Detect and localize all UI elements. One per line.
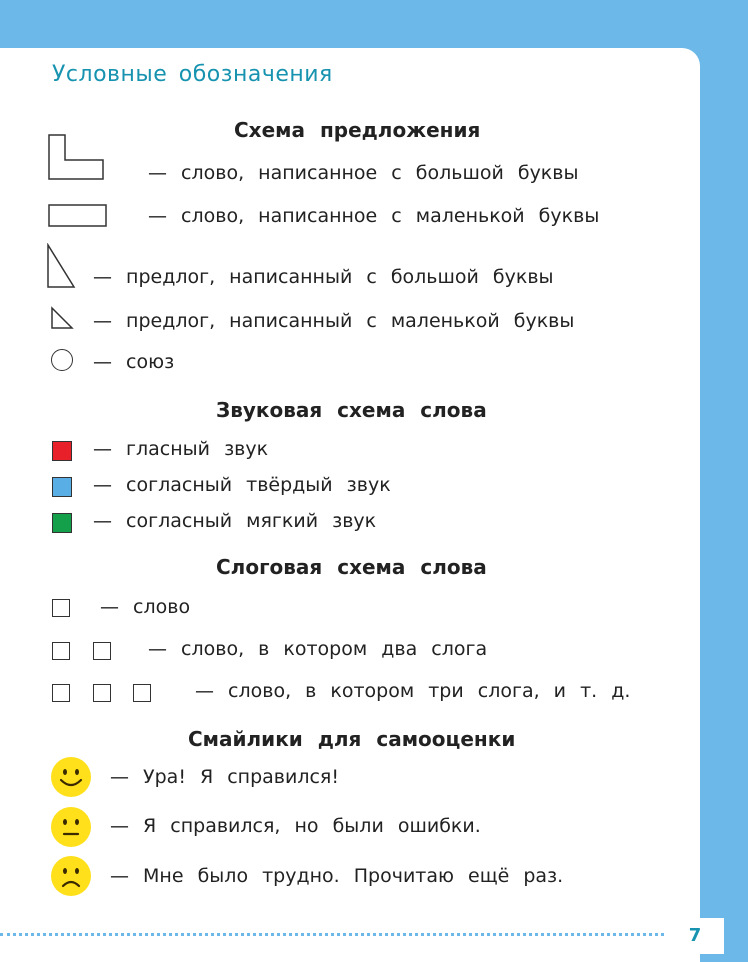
legend-one-syllable: — слово [100,596,191,618]
syllable-square-icon [133,684,151,702]
page-title: Условные обозначения [52,62,333,87]
sentence-scheme-heading: Схема предложения [234,118,481,142]
syllable-square-icon [93,684,111,702]
legend-two-syllables: — слово, в котором два слога [148,638,488,660]
vowel-square-icon [52,441,72,461]
footer-dotted-line [0,933,664,936]
syllable-square-icon [93,642,111,660]
sad-smiley-icon [50,855,92,897]
legend-happy: — Ура! Я справился! [110,766,339,788]
syllable-square-icon [52,599,70,617]
lowercase-word-icon [48,204,108,228]
legend-soft-consonant: — согласный мягкий звук [93,510,377,532]
legend-lowercase-preposition: — предлог, написанный с маленькой буквы [93,310,575,332]
legend-lowercase-word: — слово, написанное с маленькой буквы [148,205,600,227]
happy-smiley-icon [50,756,92,798]
sound-scheme-heading: Звуковая схема слова [216,398,487,422]
legend-capital-word: — слово, написанное с большой буквы [148,162,579,184]
legend-capital-preposition: — предлог, написанный с большой буквы [93,266,554,288]
smiles-heading: Смайлики для самооценки [188,727,516,751]
legend-hard-consonant: — согласный твёрдый звук [93,474,391,496]
legend-vowel: — гласный звук [93,438,269,460]
neutral-smiley-icon [50,806,92,848]
syllable-square-icon [52,684,70,702]
page-number-badge [666,918,724,954]
legend-neutral: — Я справился, но были ошибки. [110,815,481,837]
conjunction-circle-icon [51,349,73,371]
capital-word-icon [48,134,104,180]
legend-sad: — Мне было трудно. Прочитаю ещё раз. [110,865,564,887]
syllable-square-icon [52,642,70,660]
hard-consonant-square-icon [52,477,72,497]
capital-preposition-icon [46,243,76,289]
lowercase-preposition-icon [50,306,74,330]
syllable-scheme-heading: Слоговая схема слова [216,555,487,579]
legend-conjunction: — союз [93,351,175,373]
soft-consonant-square-icon [52,513,72,533]
page-number: 7 [688,925,702,946]
legend-three-syllables: — слово, в котором три слога, и т. д. [195,680,631,702]
